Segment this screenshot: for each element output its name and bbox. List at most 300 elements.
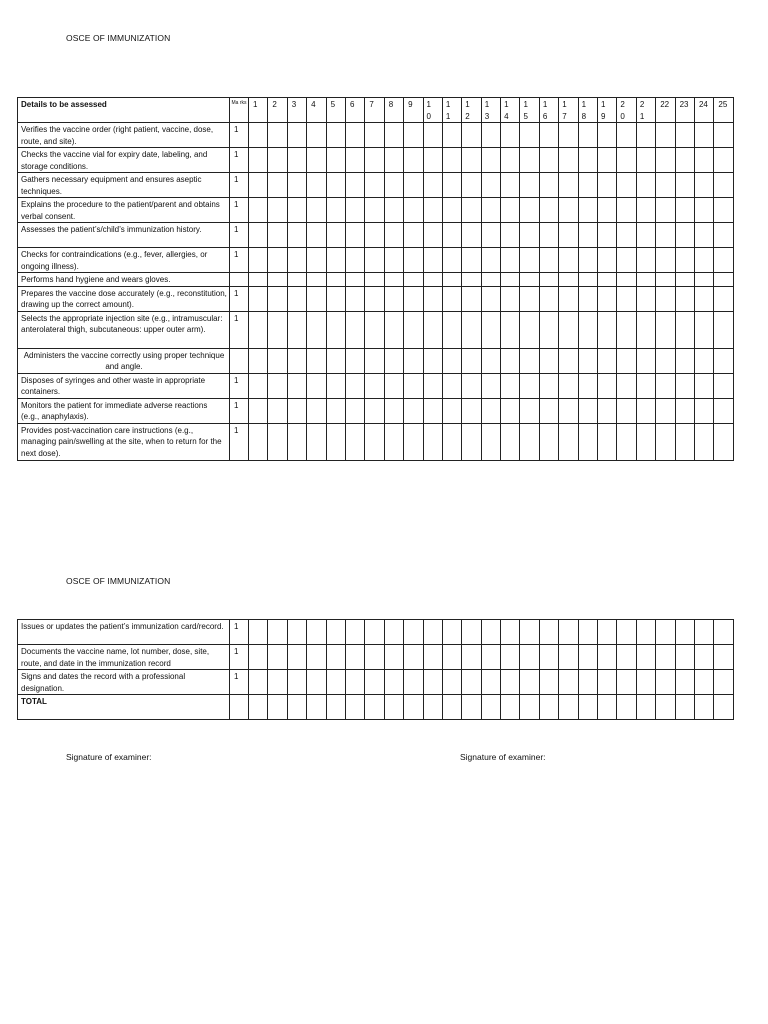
score-cell[interactable] — [617, 148, 636, 173]
score-cell[interactable] — [365, 348, 384, 373]
score-cell[interactable] — [345, 423, 364, 460]
score-cell[interactable] — [481, 670, 500, 695]
score-cell[interactable] — [249, 148, 268, 173]
score-cell[interactable] — [539, 273, 558, 287]
score-cell[interactable] — [442, 398, 461, 423]
score-cell[interactable] — [636, 348, 655, 373]
score-cell[interactable] — [365, 620, 384, 645]
score-cell[interactable] — [326, 620, 345, 645]
score-cell[interactable] — [481, 248, 500, 273]
score-cell[interactable] — [694, 123, 713, 148]
score-cell[interactable] — [675, 695, 694, 720]
score-cell[interactable] — [636, 148, 655, 173]
score-cell[interactable] — [539, 348, 558, 373]
score-cell[interactable] — [307, 423, 326, 460]
score-cell[interactable] — [423, 695, 442, 720]
score-cell[interactable] — [462, 148, 481, 173]
score-cell[interactable] — [636, 286, 655, 311]
score-cell[interactable] — [539, 286, 558, 311]
score-cell[interactable] — [326, 695, 345, 720]
score-cell[interactable] — [501, 123, 520, 148]
score-cell[interactable] — [501, 398, 520, 423]
score-cell[interactable] — [559, 198, 578, 223]
score-cell[interactable] — [636, 695, 655, 720]
score-cell[interactable] — [462, 223, 481, 248]
score-cell[interactable] — [404, 311, 423, 348]
score-cell[interactable] — [598, 695, 617, 720]
score-cell[interactable] — [539, 398, 558, 423]
score-cell[interactable] — [384, 423, 403, 460]
score-cell[interactable] — [249, 398, 268, 423]
score-cell[interactable] — [501, 223, 520, 248]
score-cell[interactable] — [249, 311, 268, 348]
score-cell[interactable] — [501, 348, 520, 373]
score-cell[interactable] — [384, 645, 403, 670]
score-cell[interactable] — [656, 173, 675, 198]
score-cell[interactable] — [268, 423, 287, 460]
score-cell[interactable] — [714, 223, 733, 248]
score-cell[interactable] — [307, 620, 326, 645]
score-cell[interactable] — [656, 423, 675, 460]
score-cell[interactable] — [520, 286, 539, 311]
score-cell[interactable] — [249, 373, 268, 398]
score-cell[interactable] — [365, 423, 384, 460]
score-cell[interactable] — [559, 348, 578, 373]
score-cell[interactable] — [365, 223, 384, 248]
score-cell[interactable] — [675, 286, 694, 311]
score-cell[interactable] — [404, 620, 423, 645]
score-cell[interactable] — [694, 248, 713, 273]
score-cell[interactable] — [345, 311, 364, 348]
score-cell[interactable] — [287, 223, 306, 248]
score-cell[interactable] — [365, 645, 384, 670]
score-cell[interactable] — [539, 423, 558, 460]
score-cell[interactable] — [481, 645, 500, 670]
score-cell[interactable] — [539, 148, 558, 173]
score-cell[interactable] — [326, 423, 345, 460]
score-cell[interactable] — [384, 123, 403, 148]
score-cell[interactable] — [462, 123, 481, 148]
score-cell[interactable] — [404, 398, 423, 423]
score-cell[interactable] — [442, 223, 461, 248]
score-cell[interactable] — [559, 123, 578, 148]
score-cell[interactable] — [249, 123, 268, 148]
score-cell[interactable] — [462, 348, 481, 373]
score-cell[interactable] — [714, 645, 733, 670]
score-cell[interactable] — [326, 348, 345, 373]
score-cell[interactable] — [462, 398, 481, 423]
score-cell[interactable] — [520, 645, 539, 670]
score-cell[interactable] — [617, 695, 636, 720]
score-cell[interactable] — [714, 348, 733, 373]
score-cell[interactable] — [442, 198, 461, 223]
score-cell[interactable] — [578, 223, 597, 248]
score-cell[interactable] — [617, 273, 636, 287]
score-cell[interactable] — [636, 198, 655, 223]
score-cell[interactable] — [714, 670, 733, 695]
score-cell[interactable] — [501, 173, 520, 198]
score-cell[interactable] — [617, 348, 636, 373]
score-cell[interactable] — [656, 148, 675, 173]
score-cell[interactable] — [656, 645, 675, 670]
score-cell[interactable] — [636, 311, 655, 348]
score-cell[interactable] — [656, 123, 675, 148]
score-cell[interactable] — [617, 173, 636, 198]
score-cell[interactable] — [481, 148, 500, 173]
score-cell[interactable] — [404, 695, 423, 720]
score-cell[interactable] — [539, 223, 558, 248]
score-cell[interactable] — [287, 248, 306, 273]
score-cell[interactable] — [501, 273, 520, 287]
score-cell[interactable] — [423, 248, 442, 273]
score-cell[interactable] — [675, 311, 694, 348]
score-cell[interactable] — [675, 373, 694, 398]
score-cell[interactable] — [656, 273, 675, 287]
score-cell[interactable] — [636, 373, 655, 398]
score-cell[interactable] — [656, 311, 675, 348]
score-cell[interactable] — [326, 248, 345, 273]
score-cell[interactable] — [578, 373, 597, 398]
score-cell[interactable] — [694, 620, 713, 645]
score-cell[interactable] — [384, 695, 403, 720]
score-cell[interactable] — [656, 223, 675, 248]
score-cell[interactable] — [559, 398, 578, 423]
score-cell[interactable] — [694, 173, 713, 198]
score-cell[interactable] — [694, 223, 713, 248]
score-cell[interactable] — [675, 423, 694, 460]
score-cell[interactable] — [675, 398, 694, 423]
score-cell[interactable] — [598, 148, 617, 173]
score-cell[interactable] — [501, 620, 520, 645]
score-cell[interactable] — [249, 273, 268, 287]
score-cell[interactable] — [501, 311, 520, 348]
score-cell[interactable] — [307, 670, 326, 695]
score-cell[interactable] — [384, 173, 403, 198]
score-cell[interactable] — [520, 248, 539, 273]
score-cell[interactable] — [714, 398, 733, 423]
score-cell[interactable] — [287, 423, 306, 460]
score-cell[interactable] — [481, 423, 500, 460]
score-cell[interactable] — [287, 311, 306, 348]
score-cell[interactable] — [384, 248, 403, 273]
score-cell[interactable] — [694, 311, 713, 348]
score-cell[interactable] — [694, 286, 713, 311]
score-cell[interactable] — [404, 645, 423, 670]
score-cell[interactable] — [675, 248, 694, 273]
score-cell[interactable] — [442, 173, 461, 198]
score-cell[interactable] — [384, 373, 403, 398]
score-cell[interactable] — [656, 248, 675, 273]
score-cell[interactable] — [598, 173, 617, 198]
score-cell[interactable] — [617, 223, 636, 248]
score-cell[interactable] — [539, 123, 558, 148]
score-cell[interactable] — [326, 311, 345, 348]
score-cell[interactable] — [249, 223, 268, 248]
score-cell[interactable] — [345, 273, 364, 287]
score-cell[interactable] — [307, 123, 326, 148]
score-cell[interactable] — [404, 273, 423, 287]
score-cell[interactable] — [559, 286, 578, 311]
score-cell[interactable] — [501, 248, 520, 273]
score-cell[interactable] — [520, 173, 539, 198]
score-cell[interactable] — [501, 148, 520, 173]
score-cell[interactable] — [404, 223, 423, 248]
score-cell[interactable] — [365, 148, 384, 173]
score-cell[interactable] — [423, 173, 442, 198]
score-cell[interactable] — [636, 173, 655, 198]
score-cell[interactable] — [423, 620, 442, 645]
score-cell[interactable] — [481, 198, 500, 223]
score-cell[interactable] — [617, 248, 636, 273]
score-cell[interactable] — [307, 198, 326, 223]
score-cell[interactable] — [598, 423, 617, 460]
score-cell[interactable] — [675, 670, 694, 695]
score-cell[interactable] — [714, 148, 733, 173]
score-cell[interactable] — [384, 398, 403, 423]
score-cell[interactable] — [287, 286, 306, 311]
score-cell[interactable] — [365, 286, 384, 311]
score-cell[interactable] — [345, 348, 364, 373]
score-cell[interactable] — [539, 373, 558, 398]
score-cell[interactable] — [636, 423, 655, 460]
score-cell[interactable] — [326, 273, 345, 287]
score-cell[interactable] — [384, 620, 403, 645]
score-cell[interactable] — [675, 173, 694, 198]
score-cell[interactable] — [249, 348, 268, 373]
score-cell[interactable] — [578, 423, 597, 460]
score-cell[interactable] — [345, 198, 364, 223]
score-cell[interactable] — [656, 695, 675, 720]
score-cell[interactable] — [287, 173, 306, 198]
score-cell[interactable] — [442, 695, 461, 720]
score-cell[interactable] — [617, 423, 636, 460]
score-cell[interactable] — [675, 273, 694, 287]
score-cell[interactable] — [326, 123, 345, 148]
score-cell[interactable] — [694, 423, 713, 460]
score-cell[interactable] — [268, 311, 287, 348]
score-cell[interactable] — [598, 286, 617, 311]
score-cell[interactable] — [365, 273, 384, 287]
score-cell[interactable] — [578, 123, 597, 148]
score-cell[interactable] — [598, 311, 617, 348]
score-cell[interactable] — [539, 173, 558, 198]
score-cell[interactable] — [462, 248, 481, 273]
score-cell[interactable] — [384, 348, 403, 373]
score-cell[interactable] — [675, 148, 694, 173]
score-cell[interactable] — [578, 273, 597, 287]
score-cell[interactable] — [520, 373, 539, 398]
score-cell[interactable] — [636, 273, 655, 287]
score-cell[interactable] — [617, 373, 636, 398]
score-cell[interactable] — [307, 248, 326, 273]
score-cell[interactable] — [481, 311, 500, 348]
score-cell[interactable] — [520, 223, 539, 248]
score-cell[interactable] — [578, 173, 597, 198]
score-cell[interactable] — [287, 620, 306, 645]
score-cell[interactable] — [539, 620, 558, 645]
score-cell[interactable] — [365, 695, 384, 720]
score-cell[interactable] — [249, 198, 268, 223]
score-cell[interactable] — [539, 670, 558, 695]
score-cell[interactable] — [714, 423, 733, 460]
score-cell[interactable] — [694, 695, 713, 720]
score-cell[interactable] — [694, 348, 713, 373]
score-cell[interactable] — [287, 645, 306, 670]
score-cell[interactable] — [675, 123, 694, 148]
score-cell[interactable] — [481, 223, 500, 248]
score-cell[interactable] — [442, 620, 461, 645]
score-cell[interactable] — [656, 670, 675, 695]
score-cell[interactable] — [675, 620, 694, 645]
score-cell[interactable] — [714, 248, 733, 273]
score-cell[interactable] — [462, 273, 481, 287]
score-cell[interactable] — [404, 348, 423, 373]
score-cell[interactable] — [384, 311, 403, 348]
score-cell[interactable] — [404, 373, 423, 398]
score-cell[interactable] — [462, 670, 481, 695]
score-cell[interactable] — [559, 670, 578, 695]
score-cell[interactable] — [307, 311, 326, 348]
score-cell[interactable] — [598, 348, 617, 373]
score-cell[interactable] — [559, 148, 578, 173]
score-cell[interactable] — [423, 423, 442, 460]
score-cell[interactable] — [675, 223, 694, 248]
score-cell[interactable] — [578, 398, 597, 423]
score-cell[interactable] — [462, 311, 481, 348]
score-cell[interactable] — [442, 670, 461, 695]
score-cell[interactable] — [423, 148, 442, 173]
score-cell[interactable] — [598, 248, 617, 273]
score-cell[interactable] — [268, 273, 287, 287]
score-cell[interactable] — [520, 198, 539, 223]
score-cell[interactable] — [287, 348, 306, 373]
score-cell[interactable] — [578, 670, 597, 695]
score-cell[interactable] — [423, 398, 442, 423]
score-cell[interactable] — [249, 423, 268, 460]
score-cell[interactable] — [268, 398, 287, 423]
score-cell[interactable] — [307, 348, 326, 373]
score-cell[interactable] — [404, 286, 423, 311]
score-cell[interactable] — [268, 148, 287, 173]
score-cell[interactable] — [481, 348, 500, 373]
score-cell[interactable] — [539, 248, 558, 273]
score-cell[interactable] — [268, 620, 287, 645]
score-cell[interactable] — [714, 123, 733, 148]
score-cell[interactable] — [559, 620, 578, 645]
score-cell[interactable] — [598, 670, 617, 695]
score-cell[interactable] — [345, 286, 364, 311]
score-cell[interactable] — [384, 286, 403, 311]
score-cell[interactable] — [501, 670, 520, 695]
score-cell[interactable] — [559, 173, 578, 198]
score-cell[interactable] — [462, 173, 481, 198]
score-cell[interactable] — [617, 286, 636, 311]
score-cell[interactable] — [345, 123, 364, 148]
score-cell[interactable] — [287, 695, 306, 720]
score-cell[interactable] — [501, 286, 520, 311]
score-cell[interactable] — [694, 198, 713, 223]
score-cell[interactable] — [365, 311, 384, 348]
score-cell[interactable] — [559, 695, 578, 720]
score-cell[interactable] — [656, 198, 675, 223]
score-cell[interactable] — [404, 423, 423, 460]
score-cell[interactable] — [501, 198, 520, 223]
score-cell[interactable] — [481, 286, 500, 311]
score-cell[interactable] — [481, 373, 500, 398]
score-cell[interactable] — [268, 373, 287, 398]
score-cell[interactable] — [694, 373, 713, 398]
score-cell[interactable] — [287, 398, 306, 423]
score-cell[interactable] — [714, 198, 733, 223]
score-cell[interactable] — [617, 123, 636, 148]
score-cell[interactable] — [481, 695, 500, 720]
score-cell[interactable] — [442, 286, 461, 311]
score-cell[interactable] — [287, 198, 306, 223]
score-cell[interactable] — [345, 173, 364, 198]
score-cell[interactable] — [656, 286, 675, 311]
score-cell[interactable] — [714, 311, 733, 348]
score-cell[interactable] — [249, 173, 268, 198]
score-cell[interactable] — [404, 248, 423, 273]
score-cell[interactable] — [268, 348, 287, 373]
score-cell[interactable] — [501, 695, 520, 720]
score-cell[interactable] — [636, 620, 655, 645]
score-cell[interactable] — [423, 223, 442, 248]
score-cell[interactable] — [559, 248, 578, 273]
score-cell[interactable] — [365, 398, 384, 423]
score-cell[interactable] — [365, 123, 384, 148]
score-cell[interactable] — [462, 423, 481, 460]
score-cell[interactable] — [539, 695, 558, 720]
score-cell[interactable] — [442, 645, 461, 670]
score-cell[interactable] — [423, 123, 442, 148]
score-cell[interactable] — [423, 311, 442, 348]
score-cell[interactable] — [307, 173, 326, 198]
score-cell[interactable] — [345, 670, 364, 695]
score-cell[interactable] — [326, 286, 345, 311]
score-cell[interactable] — [520, 348, 539, 373]
score-cell[interactable] — [268, 645, 287, 670]
score-cell[interactable] — [442, 311, 461, 348]
score-cell[interactable] — [307, 645, 326, 670]
score-cell[interactable] — [578, 695, 597, 720]
score-cell[interactable] — [598, 373, 617, 398]
score-cell[interactable] — [694, 148, 713, 173]
score-cell[interactable] — [307, 695, 326, 720]
score-cell[interactable] — [578, 620, 597, 645]
score-cell[interactable] — [268, 198, 287, 223]
score-cell[interactable] — [326, 198, 345, 223]
score-cell[interactable] — [617, 398, 636, 423]
score-cell[interactable] — [365, 373, 384, 398]
score-cell[interactable] — [598, 645, 617, 670]
score-cell[interactable] — [442, 348, 461, 373]
score-cell[interactable] — [326, 398, 345, 423]
score-cell[interactable] — [675, 645, 694, 670]
score-cell[interactable] — [384, 223, 403, 248]
score-cell[interactable] — [268, 286, 287, 311]
score-cell[interactable] — [462, 198, 481, 223]
score-cell[interactable] — [384, 670, 403, 695]
score-cell[interactable] — [578, 198, 597, 223]
score-cell[interactable] — [481, 620, 500, 645]
score-cell[interactable] — [694, 670, 713, 695]
score-cell[interactable] — [307, 286, 326, 311]
score-cell[interactable] — [268, 173, 287, 198]
score-cell[interactable] — [539, 198, 558, 223]
score-cell[interactable] — [404, 198, 423, 223]
score-cell[interactable] — [656, 348, 675, 373]
